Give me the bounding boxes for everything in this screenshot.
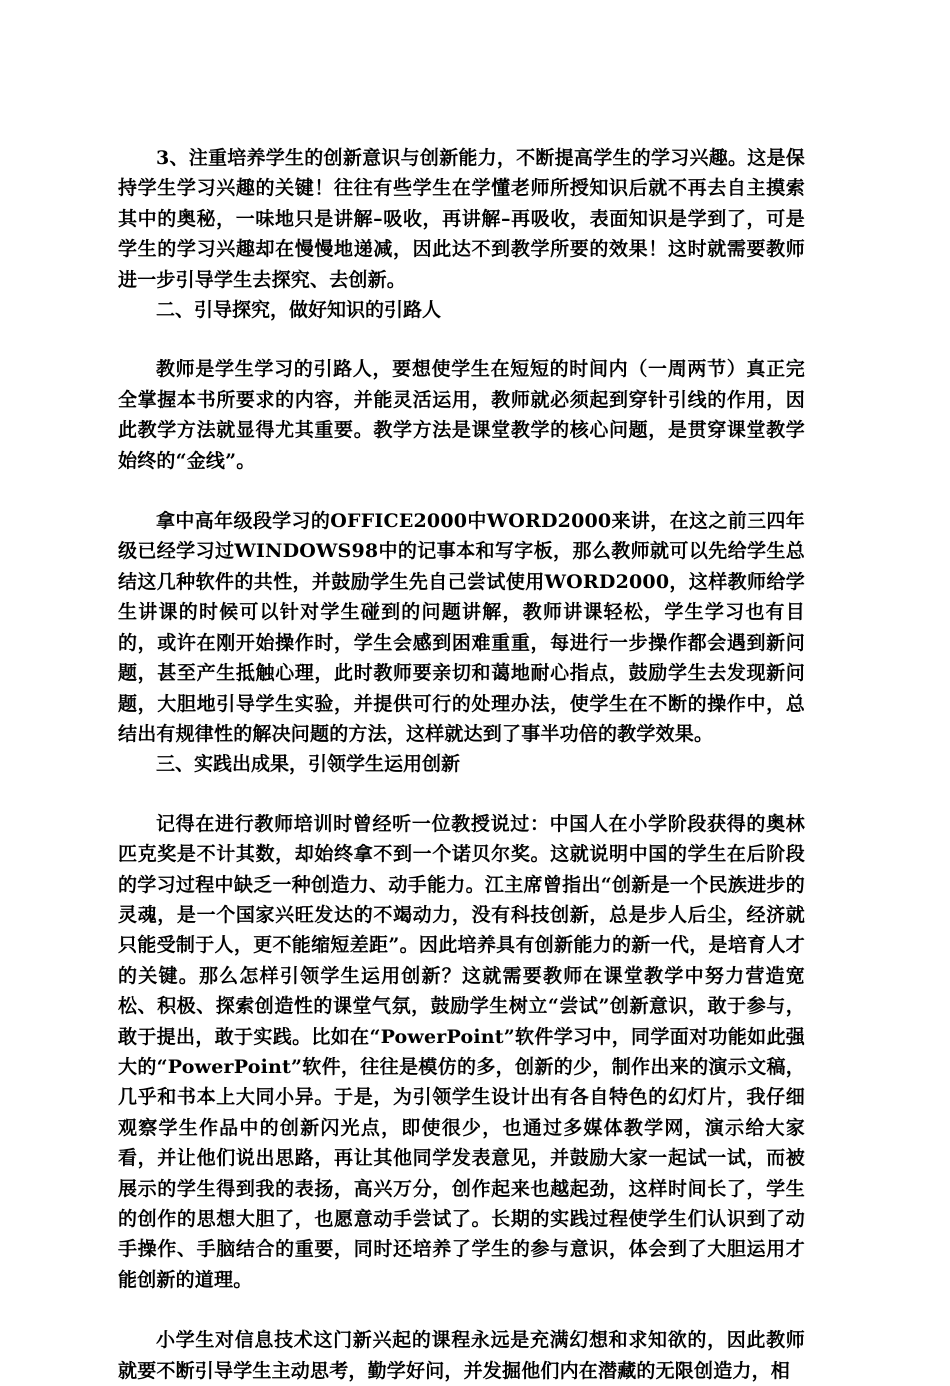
paragraph-interest-cultivation: 3、注重培养学生的创新意识与创新能力，不断提高学生的学习兴趣。这是保持学生学习兴趣的关键！往往有些学生在学懂老师所授知识后就不再去自主摸索其中的奥秘，一味地只是讲解–吸收，再讲解–再吸收，表面知识是学到了，可是学生的学习兴趣却在慢慢地递减，因此达不到教学所要的效果！这时就需要教师进一步引导学生去探究、去创新。	[118, 147, 805, 291]
section-heading-practice-innovation: 三、实践出成果，引领学生运用创新	[156, 753, 461, 776]
paragraph-word2000-example: 拿中高年级段学习的OFFICE2000中WORD2000来讲，在这之前三四年级已经学习过WINDOWS98中的记事本和写字板，那么教师就可以先给学生总结这几种软件的共性，并鼓励学生先自己尝试使用WORD2000，这样教师给学生讲课的时候可以针对学生碰到的问题讲解，教师讲课轻松，学生学习也有目的，或许在刚开始操作时，学生会感到困难重重，每进行一步操作都会遇到新问题，甚至产生抵触心理，此时教师要亲切和蔼地耐心指点，鼓励学生去发现新问题，大胆地引导学生实验，并提供可行的处理办法，使学生在不断的操作中，总结出有规律性的解决问题的方法，这样就达到了事半功倍的教学效果。	[118, 510, 805, 745]
paragraph-teacher-guide: 教师是学生学习的引路人，要想使学生在短短的时间内（一周两节）真正完全掌握本书所要求的内容，并能灵活运用，教师就必须起到穿针引线的作用，因此教学方法就显得尤其重要。教学方法是课堂教学的核心问题，是贯穿课堂教学始终的“金线”。	[118, 358, 805, 472]
paragraph-closing-fragment: 小学生对信息技术这门新兴起的课程永远是充满幻想和求知欲的，因此教师就要不断引导学生主动思考，勤学好问，并发掘他们内在潜藏的无限创造力，相	[118, 1329, 805, 1382]
paragraph-powerpoint-innovation: 记得在进行教师培训时曾经听一位教授说过：中国人在小学阶段获得的奥林匹克奖是不计其数，却始终拿不到一个诺贝尔奖。这就说明中国的学生在后阶段的学习过程中缺乏一种创造力、动手能力。江主席曾指出“创新是一个民族进步的灵魂，是一个国家兴旺发达的不竭动力，没有科技创新，总是步人后尘，经济就只能受制于人，更不能缩短差距”。因此培养具有创新能力的新一代，是培育人才的关键。那么怎样引领学生运用创新？这就需要教师在课堂教学中努力营造宽松、积极、探索创造性的课堂气氛，鼓励学生树立“尝试”创新意识，敢于参与，敢于提出，敢于实践。比如在“PowerPoint”软件学习中，同学面对功能如此强大的“PowerPoint”软件，往往是模仿的多，创新的少，制作出来的演示文稿，几乎和书本上大同小异。于是，为引领学生设计出有各自特色的幻灯片，我仔细观察学生作品中的创新闪光点，即使很少，也通过多媒体教学网，演示给大家看，并让他们说出思路，再让其他同学发表意见，并鼓励大家一起试一试，而被展示的学生得到我的表扬，高兴万分，创作起来也越起劲，这样时间长了，学生的创作的思想大胆了，也愿意动手尝试了。长期的实践过程使学生们认识到了动手操作、手脑结合的重要，同时还培养了学生的参与意识，体会到了大胆运用才能创新的道理。	[118, 812, 805, 1291]
document-page	[118, 143, 805, 1386]
section-heading-guided-inquiry: 二、引导探究，做好知识的引路人	[156, 299, 442, 322]
